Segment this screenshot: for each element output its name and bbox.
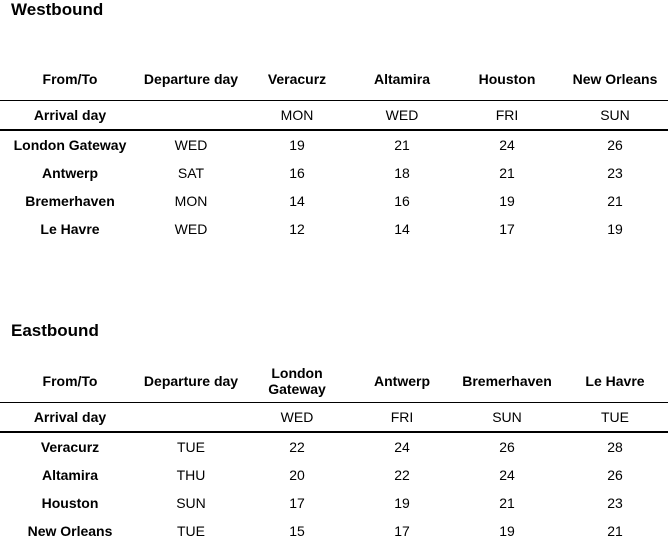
column-header-port: London Gateway — [268, 365, 326, 397]
transit-days-cell: 21 — [607, 193, 623, 209]
transit-days-cell: 19 — [607, 221, 623, 237]
arrival-day-row — [0, 101, 668, 131]
departure-day-cell: WED — [174, 137, 208, 153]
transit-days-cell: 19 — [499, 193, 515, 209]
origin-port-cell: Altamira — [41, 467, 99, 483]
arrival-day-cell: TUE — [601, 409, 629, 425]
westbound-schedule-table — [0, 58, 668, 243]
transit-days-cell: 24 — [499, 467, 515, 483]
transit-days-cell: 20 — [289, 467, 305, 483]
transit-days-cell: 12 — [289, 221, 305, 237]
departure-day-cell: TUE — [177, 439, 205, 455]
header-row — [0, 360, 668, 403]
column-header-from-to: From/To — [42, 373, 98, 389]
table-row — [0, 432, 668, 461]
origin-port-cell: Antwerp — [42, 165, 98, 181]
column-header-port: Bremerhaven — [462, 373, 552, 389]
transit-days-cell: 19 — [289, 137, 305, 153]
table-row — [0, 130, 668, 159]
transit-days-cell: 14 — [289, 193, 305, 209]
table-row — [0, 215, 668, 243]
transit-days-cell: 15 — [289, 523, 305, 539]
arrival-day-cell: FRI — [495, 107, 519, 123]
table-row — [0, 489, 668, 517]
column-header-departure-day: Departure day — [143, 71, 239, 87]
westbound-title: Westbound — [11, 0, 104, 19]
departure-day-cell: SAT — [177, 165, 205, 181]
column-header-port: Veracurz — [267, 71, 327, 87]
transit-days-cell: 21 — [607, 523, 623, 539]
transit-days-cell: 14 — [394, 221, 410, 237]
table-row — [0, 159, 668, 187]
eastbound-title: Eastbound — [11, 321, 99, 340]
transit-days-cell: 28 — [607, 439, 623, 455]
transit-days-cell: 16 — [289, 165, 305, 181]
transit-days-cell: 16 — [394, 193, 410, 209]
transit-days-cell: 21 — [499, 165, 515, 181]
eastbound-schedule-table — [0, 360, 668, 545]
origin-port-cell: Le Havre — [40, 221, 100, 237]
transit-days-cell: 26 — [607, 467, 623, 483]
arrival-day-cell: WED — [280, 409, 314, 425]
table-row — [0, 517, 668, 545]
transit-days-cell: 19 — [394, 495, 410, 511]
arrival-day-row — [0, 403, 668, 433]
arrival-day-cell — [140, 101, 242, 131]
transit-days-cell: 23 — [607, 495, 623, 511]
transit-days-cell: 17 — [394, 523, 410, 539]
origin-port-cell: London Gateway — [13, 137, 127, 153]
transit-days-cell: 21 — [499, 495, 515, 511]
origin-port-cell: Bremerhaven — [25, 193, 115, 209]
transit-days-cell: 22 — [289, 439, 305, 455]
transit-days-cell: 21 — [394, 137, 410, 153]
arrival-day-label: Arrival day — [33, 409, 107, 425]
departure-day-cell: WED — [174, 221, 208, 237]
arrival-day-cell: WED — [385, 107, 419, 123]
column-header-from-to: From/To — [42, 71, 98, 87]
column-header-port: Antwerp — [374, 373, 430, 389]
transit-days-cell: 26 — [499, 439, 515, 455]
transit-days-cell: 17 — [499, 221, 515, 237]
table-row — [0, 461, 668, 489]
transit-days-cell: 18 — [394, 165, 410, 181]
departure-day-cell: TUE — [177, 523, 205, 539]
transit-days-cell: 26 — [607, 137, 623, 153]
origin-port-cell: Houston — [41, 495, 99, 511]
column-header-port: Le Havre — [585, 373, 645, 389]
transit-days-cell: 19 — [499, 523, 515, 539]
table-row — [0, 187, 668, 215]
transit-days-cell: 17 — [289, 495, 305, 511]
origin-port-cell: New Orleans — [27, 523, 113, 539]
column-header-departure-day: Departure day — [143, 373, 239, 389]
transit-days-cell: 22 — [394, 467, 410, 483]
departure-day-cell: SUN — [176, 495, 206, 511]
transit-days-cell: 24 — [394, 439, 410, 455]
arrival-day-label: Arrival day — [33, 107, 107, 123]
arrival-day-cell: MON — [280, 107, 314, 123]
arrival-day-cell: SUN — [600, 107, 630, 123]
departure-day-cell: MON — [174, 193, 208, 209]
arrival-day-cell — [140, 403, 242, 433]
origin-port-cell: Veracurz — [40, 439, 100, 455]
arrival-day-cell: SUN — [492, 409, 522, 425]
header-row — [0, 58, 668, 101]
column-header-port: New Orleans — [572, 71, 658, 87]
arrival-day-cell: FRI — [390, 409, 414, 425]
column-header-port: Altamira — [373, 71, 431, 87]
departure-day-cell: THU — [176, 467, 206, 483]
column-header-port: Houston — [478, 71, 536, 87]
transit-days-cell: 23 — [607, 165, 623, 181]
transit-days-cell: 24 — [499, 137, 515, 153]
